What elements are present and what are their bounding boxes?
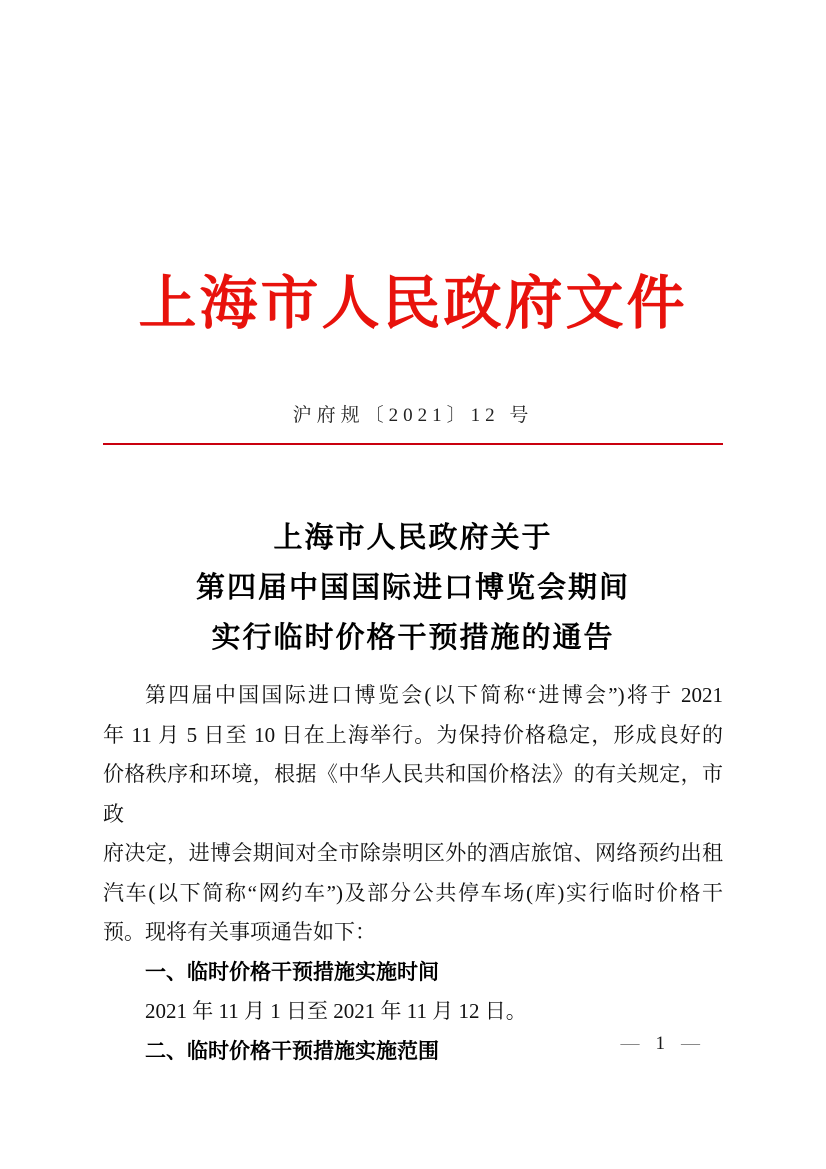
- paragraph-line-5: 汽车(以下简称“网约车”)及部分公共停车场(库)实行临时价格干: [103, 880, 723, 905]
- notice-title-line-1: 上海市人民政府关于: [273, 522, 553, 554]
- notice-body: [103, 676, 723, 1071]
- notice-title: [0, 513, 826, 663]
- red-divider-line: [103, 443, 723, 445]
- page-number-right-dash: —: [681, 1033, 700, 1054]
- paragraph-line-6: 预。现将有关事项通告如下：: [103, 920, 376, 944]
- paragraph-line-4: 府决定，进博会期间对全市除崇明区外的酒店旅馆、网络预约出租: [103, 841, 723, 865]
- notice-title-line-2: 第四届中国国际进口博览会期间: [195, 572, 630, 604]
- paragraph-line-3: 价格秩序和环境，根据《中华人民共和国价格法》的有关规定，市政: [103, 762, 723, 826]
- document-masthead-title: 上海市人民政府文件: [138, 271, 688, 336]
- paragraph-line-2: 年 11 月 5 日至 10 日在上海举行。为保持价格稳定，形成良好的: [103, 722, 723, 747]
- document-number: 沪府规〔2021〕12 号: [292, 405, 534, 426]
- notice-title-line-3: 实行临时价格干预措施的通告: [211, 622, 615, 654]
- section-1-heading: 一、临时价格干预措施实施时间: [145, 960, 439, 984]
- section-2-heading: 二、临时价格干预措施实施范围: [145, 1039, 439, 1063]
- page-number-value: 1: [655, 1033, 665, 1054]
- paragraph-line-1: 第四届中国国际进口博览会(以下简称“进博会”)将于 2021: [145, 683, 723, 707]
- page-number: [621, 1031, 701, 1057]
- page-number-left-dash: —: [620, 1033, 640, 1054]
- section-1-body: 2021 年 11 月 1 日至 2021 年 11 月 12 日。: [145, 999, 527, 1023]
